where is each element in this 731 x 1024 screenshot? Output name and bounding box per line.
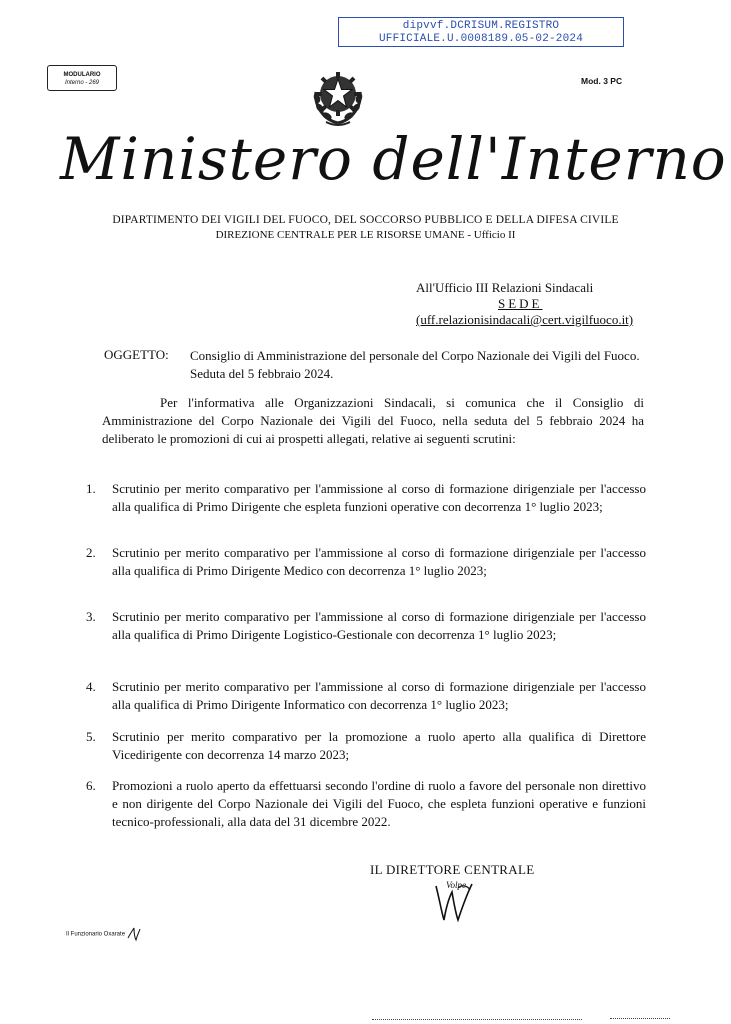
list-item-text: Scrutinio per merito comparativo per l'ammissione al corso di formazione dirigenziale per l'accesso alla qualifica di Primo Dirigente Informatico con decorrenza 1° luglio 2023;	[112, 679, 646, 712]
signature-scrawl: Volpe	[446, 880, 466, 890]
recipient-email: (uff.relazionisindacali@cert.vigilfuoco.it)	[416, 312, 634, 327]
list-item-number: 4.	[86, 679, 96, 694]
list-item-text: Scrutinio per merito comparativo per l'ammissione al corso di formazione dirigenziale per l'accesso alla qualifica di Primo Dirigente Medico con decorrenza 1° luglio 2023;	[112, 545, 646, 578]
model-code: Mod. 3 PC	[581, 76, 623, 86]
list-item-number: 5.	[86, 729, 96, 744]
protocol-stamp-line2: UFFICIALE.U.0008189.05-02-2024	[378, 33, 584, 45]
subject-text: Consiglio di Amministrazione del personale del Corpo Nazionale dei Vigili del Fuoco. Seduta del 5 febbraio 2024.	[190, 348, 640, 381]
scan-artifact-line	[610, 1018, 670, 1019]
directorate-name: DIREZIONE CENTRALE PER LE RISORSE UMANE - Ufficio II	[215, 229, 516, 241]
subject-label: OGGETTO:	[104, 347, 169, 362]
list-item-text: Scrutinio per merito comparativo per l'ammissione al corso di formazione dirigenziale per l'accesso alla qualifica di Primo Dirigente Logistico-Gestionale con decorrenza 1° luglio 2023;	[112, 609, 646, 642]
list-item-number: 3.	[86, 609, 96, 624]
ministry-name: Ministero dell'Interno	[60, 125, 727, 193]
italian-republic-emblem-icon	[306, 62, 370, 128]
signature-title: IL DIRETTORE CENTRALE	[370, 862, 535, 877]
list-item-number: 2.	[86, 545, 96, 560]
list-item-text: Scrutinio per merito comparativo per la promozione a ruolo aperto alla qualifica di Direttore Vicedirigente con decorrenza 14 marzo 2023;	[112, 729, 646, 762]
list-item-text: Scrutinio per merito comparativo per l'ammissione al corso di formazione dirigenziale per l'accesso alla qualifica di Primo Dirigente che espleta funzioni operative con decorrenza 1° luglio 2023;	[112, 481, 646, 514]
intro-paragraph: Per l'informativa alle Organizzazioni Sindacali, si comunica che il Consiglio di Amministrazione del Corpo Nazionale dei Vigili del Fuoco, nella seduta del 5 febbraio 2024 ha deliberato le promozioni di cui ai prospetti allegati, relative ai seguenti scrutini:	[102, 395, 644, 446]
recipient-office: All'Ufficio III Relazioni Sindacali	[416, 280, 594, 295]
list-item-number: 1.	[86, 481, 96, 496]
official-note	[66, 926, 141, 942]
department-name: DIPARTIMENTO DEI VIGILI DEL FUOCO, DEL SOCCORSO PUBBLICO E DELLA DIFESA CIVILE	[112, 214, 619, 226]
official-note-text: Il Funzionario Oxarate	[66, 931, 126, 938]
modulario-line1: MODULARIO	[63, 72, 101, 78]
protocol-stamp-line1: dipvvf.DCRISUM.REGISTRO	[402, 20, 560, 32]
modulario-line2: Interno - 269	[64, 80, 100, 86]
list-item-text: Promozioni a ruolo aperto da effettuarsi secondo l'ordine di ruolo a favore del personale non direttivo e non dirigente del Corpo Nazionale dei Vigili del Fuoco, che espleta funzioni operative e funzioni tecnico-professionali, alla data del 31 dicembre 2022.	[112, 778, 646, 829]
signature-mark	[432, 878, 492, 928]
list-item-number: 6.	[86, 778, 96, 793]
recipient-block	[416, 280, 633, 328]
scan-artifact-line	[372, 1019, 582, 1020]
protocol-stamp	[338, 17, 624, 47]
modulario-box	[47, 65, 117, 91]
recipient-location: SEDE	[498, 296, 543, 311]
